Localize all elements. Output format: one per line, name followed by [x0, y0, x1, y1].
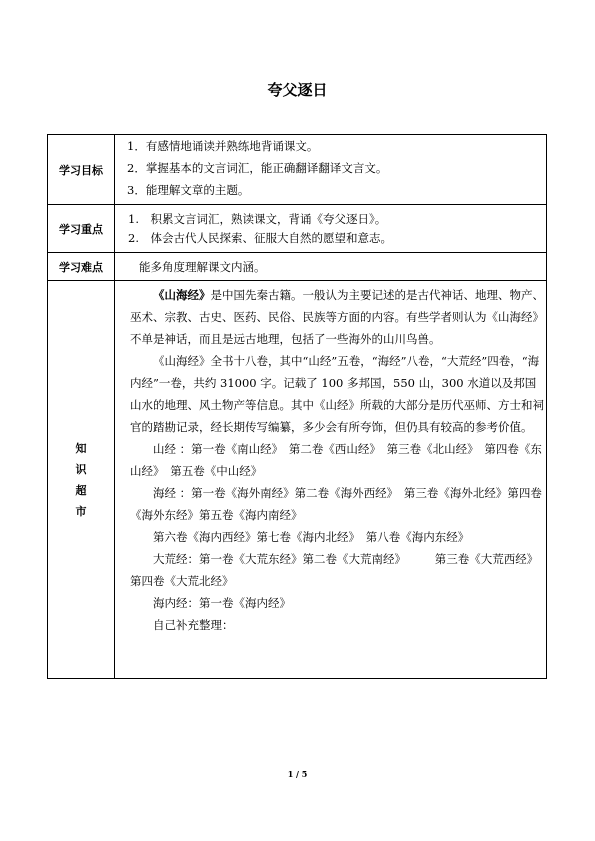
- knowledge-label-char: 市: [75, 504, 87, 518]
- key-points-row: [48, 205, 547, 253]
- objective-item: 3．能理解文章的主题。: [127, 183, 250, 197]
- knowledge-label-char: 超: [75, 483, 87, 497]
- objective-item: 1．有感情地诵读并熟练地背诵课文。: [127, 139, 319, 153]
- objective-item: 2．掌握基本的文言词汇，能正确翻译翻译文言文。: [127, 161, 388, 175]
- knowledge-label-char: 识: [75, 462, 87, 476]
- dahuangjing-list: 大荒经：第一卷《大荒东经》第二卷《大荒南经》 第三卷《大荒西经》 第四卷《大荒北经》: [130, 552, 544, 588]
- knowledge-row: [48, 281, 547, 679]
- study-table: [47, 134, 547, 679]
- self-supplement-prompt: 自己补充整理：: [153, 618, 234, 632]
- knowledge-label: [48, 281, 115, 679]
- objectives-label: 学习目标: [48, 135, 115, 205]
- difficulty-row: [48, 253, 547, 281]
- intro-paragraph: [130, 284, 546, 350]
- knowledge-content: [115, 281, 547, 679]
- intro-text: 是中国先秦古籍。一般认为主要记述的是古代神话、地理、物产、巫术、宗教、古史、医药、民俗、民族等方面的内容。有些学者则认为《山海经》不单是神话，而且是远古地理，包括了一些海外的山川鸟兽。: [130, 288, 544, 346]
- haijing-list-continued: 第六卷《海内西经》第七卷《海内北经》 第八卷《海内东经》: [153, 530, 470, 544]
- volumes-paragraph: 《山海经》全书十八卷，其中“山经”五卷，“海经”八卷，“大荒经”四卷，“海内经”一卷，共约 31000 字。记载了 100 多邦国，550 山，300 水道以及邦国山水的地理、风土物产等信息。其中《山经》所载的大部分是历代巫师、方士和祠官的踏勘记录，经长期传写编纂，多少会有所夸饰，但仍具有较高的参考价值。: [130, 354, 544, 434]
- key-points-content: [115, 205, 547, 253]
- haineijing-list: 海内经：第一卷《海内经》: [153, 596, 291, 610]
- difficulty-text: 能多角度理解课文内涵。: [139, 259, 266, 274]
- key-points-label: 学习重点: [48, 205, 115, 253]
- difficulty-content: [115, 253, 547, 281]
- haijing-list: 海经 ：第一卷《海外南经》第二卷《海外西经》 第三卷《海外北经》第四卷《海外东经》第五卷《海内南经》: [130, 486, 542, 522]
- shanjing-list: 山经 ：第一卷《南山经》 第二卷《西山经》 第三卷《北山经》 第四卷《东山经》 第五卷《中山经》: [130, 442, 542, 478]
- objectives-content: [115, 135, 547, 205]
- knowledge-label-char: 知: [75, 441, 87, 455]
- book-title: 《山海经》: [153, 288, 211, 302]
- objectives-row: [48, 135, 547, 205]
- key-point-item: 2. 体会古代人民探索、征服大自然的愿望和意志。: [128, 231, 392, 245]
- page-title: 夸父逐日: [267, 81, 328, 99]
- difficulty-label: 学习难点: [48, 253, 115, 281]
- page-number: 1 / 5: [287, 769, 308, 779]
- key-point-item: 1. 积累文言词汇，熟读课文，背诵《夸父逐日》。: [128, 212, 387, 226]
